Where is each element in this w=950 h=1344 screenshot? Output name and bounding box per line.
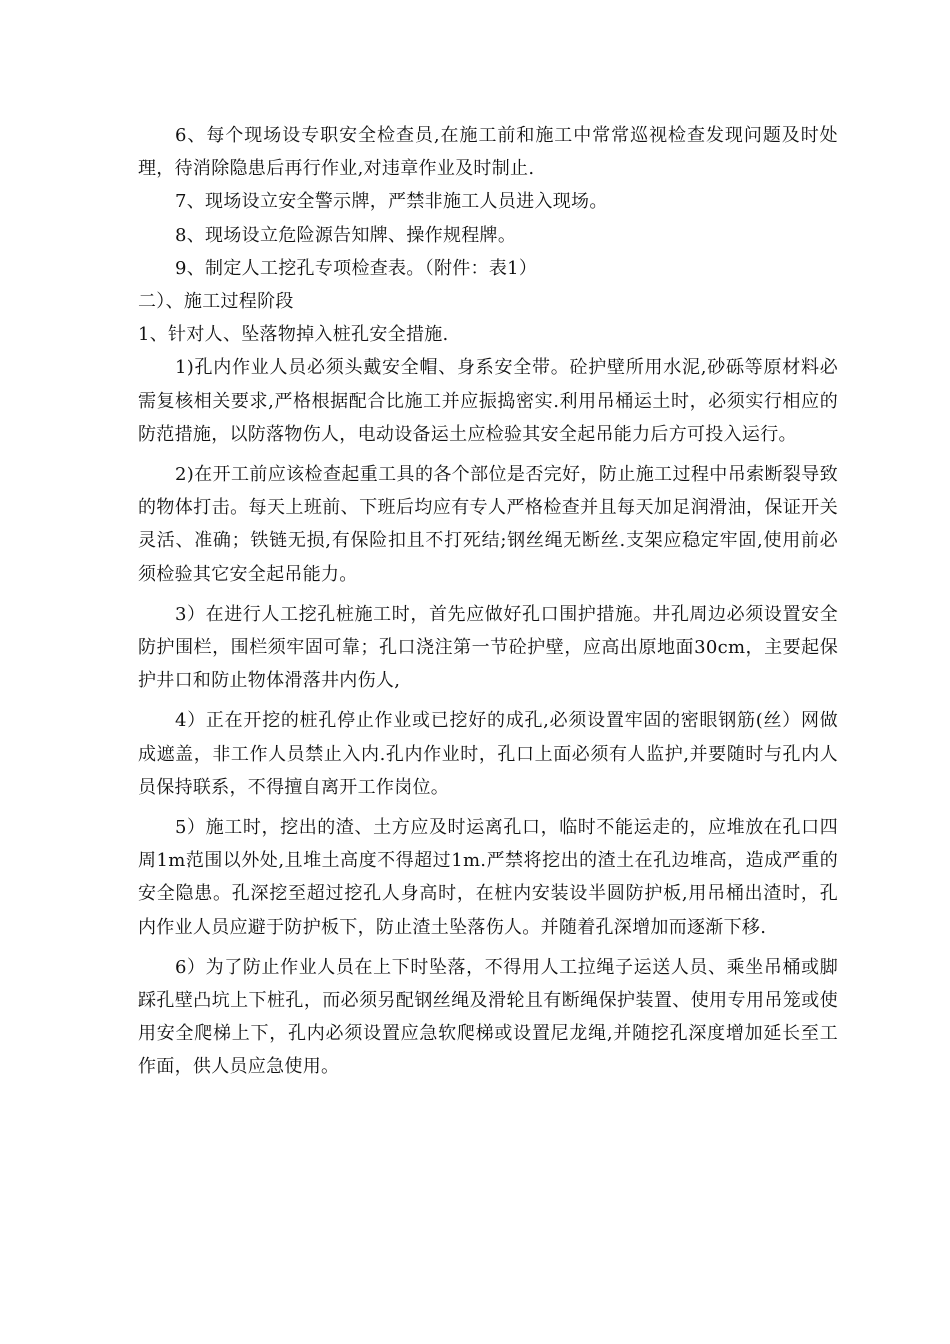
document-page (138, 119, 838, 1084)
measure-paragraph-1: 1)孔内作业人员必须头戴安全帽、身系安全带。砼护壁所用水泥,砂砾等原材料必需复核相关要求,严格根据配合比施工并应振捣密实.利用吊桶运土时，必须实行相应的防范措施，以防落物伤人，电动设备运土应检验其安全起吊能力后方可投入运行。 (138, 357, 838, 445)
paragraph-item-6: 6、每个现场设专职安全检查员,在施工前和施工中常常巡视检查发现问题及时处理，待消除隐患后再行作业,对违章作业及时制止. (138, 125, 838, 180)
paragraph-item-9: 9、制定人工挖孔专项检查表。（附件：表1） (175, 257, 538, 279)
measure-paragraph-6: 6）为了防止作业人员在上下时坠落，不得用人工拉绳子运送人员、乘坐吊桶或脚踩孔壁凸坑上下桩孔，而必须另配钢丝绳及滑轮且有断绳保护装置、使用专用吊笼或使用安全爬梯上下，孔内必须设置应急软爬梯或设置尼龙绳,并随挖孔深度增加延长至工作面，供人员应急使用。 (138, 956, 838, 1078)
section-heading-construction-stage: 二）、施工过程阶段 (138, 291, 294, 313)
paragraph-item-8: 8、现场设立危险源告知牌、操作规程牌。 (175, 224, 517, 246)
subsection-heading-fall-prevention: 1、针对人、坠落物掉入桩孔安全措施. (138, 324, 449, 346)
measure-paragraph-3: 3）在进行人工挖孔桩施工时，首先应做好孔口围护措施。井孔周边必须设置安全防护围栏，围栏须牢固可靠；孔口浇注第一节砼护壁，应高出原地面30cm，主要起保护井口和防止物体滑落井内伤人, (138, 603, 838, 692)
measure-paragraph-5: 5）施工时，挖出的渣、土方应及时运离孔口，临时不能运走的，应堆放在孔口四周1m范围以外处,且堆土高度不得超过1m.严禁将挖出的渣土在孔边堆高，造成严重的安全隐患。孔深挖至超过挖孔人身高时，在桩内安装设半圆防护板,用吊桶出渣时，孔内作业人员应避于防护板下，防止渣土坠落伤人。并随着孔深增加而逐渐下移. (138, 817, 838, 938)
measure-paragraph-4: 4）正在开挖的桩孔停止作业或已挖好的成孔,必须设置牢固的密眼钢筋(丝）网做成遮盖，非工作人员禁止入内.孔内作业时，孔口上面必须有人监护,并要随时与孔内人员保持联系，不得擅自离开工作岗位。 (138, 710, 838, 798)
paragraph-item-7: 7、现场设立安全警示牌，严禁非施工人员进入现场。 (175, 191, 608, 213)
measure-paragraph-2: 2)在开工前应该检查起重工具的各个部位是否完好，防止施工过程中吊索断裂导致的物体打击。每天上班前、下班后均应有专人严格检查并且每天加足润滑油，保证开关灵活、准确；铁链无损,有保险扣且不打死结;钢丝绳无断丝.支架应稳定牢固,使用前必须检验其它安全起吊能力。 (138, 464, 838, 585)
